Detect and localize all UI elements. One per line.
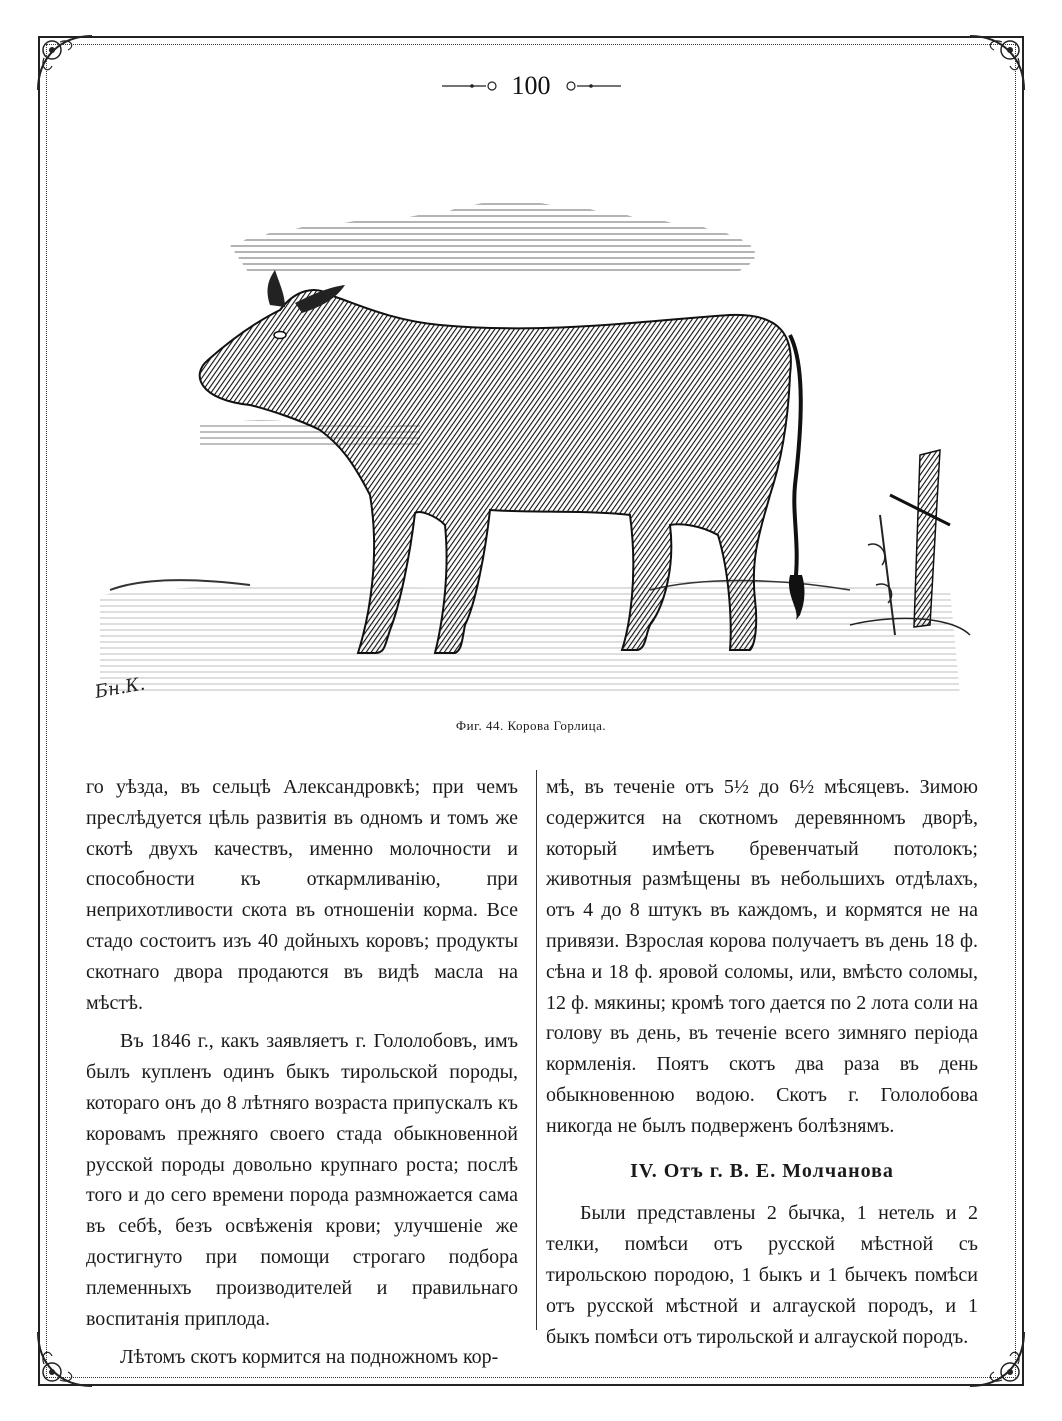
paragraph: Въ 1846 г., какъ заявляетъ г. Гололобовъ, имъ былъ купленъ одинъ быкъ тирольской породы, котораго онъ до 8 лѣтняго возраста припускалъ къ коровамъ прежняго своего стада обыкновенной русской породы довольно крупнаго роста; послѣ того и до сего времени порода размножается сама въ себѣ, безъ освѣженія крови; улучшеніе же достигнуто при помощи строгаго подбора племенныхъ производителей и правильнаго воспитанія приплода. xyxy=(86,1030,518,1330)
section-heading: IV. Отъ г. В. Е. Молчанова xyxy=(630,1159,894,1182)
figure-caption: Фиг. 44. Корова Горлица. xyxy=(455,718,607,733)
corner-ornament-top-right xyxy=(962,28,1032,98)
svg-text:Бн.К.: Бн.К. xyxy=(93,673,147,703)
engraver-signature-icon xyxy=(92,665,152,705)
paragraph: Лѣтомъ скотъ кормится на подножномъ кор- xyxy=(120,1346,499,1369)
paragraph: го уѣзда, въ сельцѣ Александровкѣ; при чемъ преслѣдуется цѣль развитія въ одномъ и томъ же скотѣ двухъ качествъ, именно молочности и способности къ откармливанію, при неприхотливости скота въ отношеніи корма. Все стадо состоитъ изъ 40 дойныхъ коровъ; продукты скотнаго двора продаются въ видѣ масла на мѣстѣ. xyxy=(86,776,518,1014)
ornament-left-icon xyxy=(442,80,502,92)
column-divider xyxy=(536,770,537,1330)
paragraph: мѣ, въ теченіе отъ 5½ до 6½ мѣсяцевъ. Зимою содержится на скотномъ деревянномъ дворѣ, который имѣетъ бревенчатый потолокъ; животныя размѣщены въ небольшихъ отдѣлахъ, отъ 4 до 8 штукъ въ каждомъ, и кормятся не на привязи. Взрослая корова получаетъ въ день 18 ф. сѣна и 18 ф. яровой соломы, или, вмѣсто соломы, 12 ф. мякины; кромѣ того дается по 2 лота соли на голову въ день, въ теченіе всего зимняго періода кормленія. Поятъ скотъ два раза въ день обыкновенною водою. Скотъ г. Гололобова никогда не былъ подверженъ болѣзнямъ. xyxy=(546,776,978,1137)
page-number: 100 xyxy=(511,71,551,100)
cow-engraving-illustration xyxy=(90,195,972,715)
text-column-right xyxy=(546,772,978,1360)
text-column-left xyxy=(86,772,518,1381)
ornament-right-icon xyxy=(561,80,621,92)
corner-ornament-top-left xyxy=(30,28,100,98)
paragraph: Были представлены 2 бычка, 1 нетель и 2 телки, помѣси отъ русской мѣстной съ тирольскою породою, 1 быкъ и 1 бычекъ помѣси отъ русской мѣстной и алгауской породъ, и 1 быкъ помѣси отъ тирольской и алгауской породъ. xyxy=(546,1202,978,1348)
page-number-header xyxy=(400,68,662,104)
